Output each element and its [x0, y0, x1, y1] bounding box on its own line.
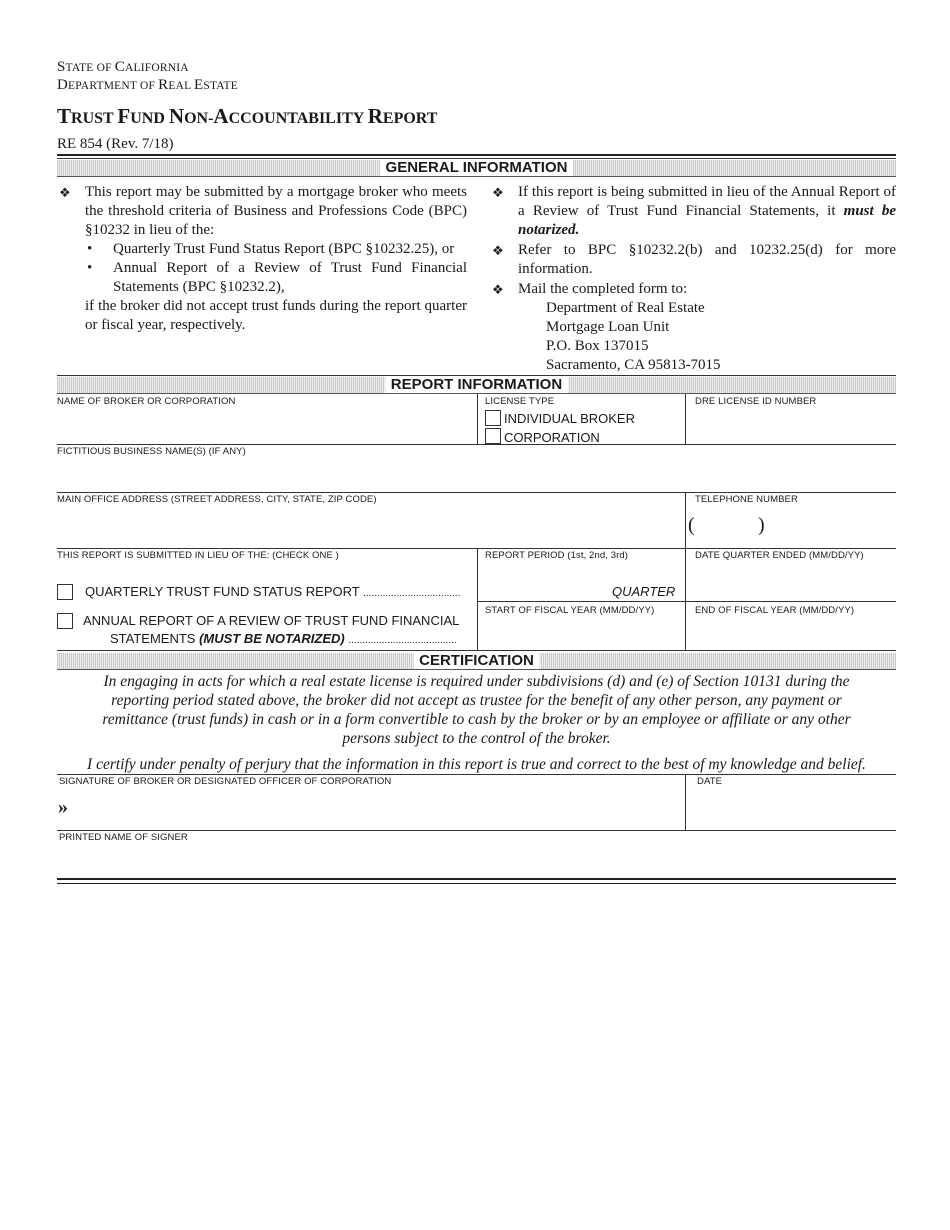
- general-right-bullet-2: ❖ Refer to BPC §10232.2(b) and 10232.25(d) for more information.: [492, 242, 896, 277]
- general-information-heading: GENERAL INFORMATION: [380, 159, 574, 176]
- report-information-heading: REPORT INFORMATION: [385, 376, 568, 393]
- certify-statement: I certify under penalty of perjury that the information in this report is true and correct to the best of my knowledge and belief.: [87, 756, 866, 773]
- mailing-address: [490, 299, 896, 375]
- diamond-bullet-icon: ❖: [492, 185, 504, 200]
- form-number: RE 854 (Rev. 7/18): [57, 136, 174, 152]
- sub-bullet-icon: •: [87, 241, 93, 257]
- bottom-rule-thin: [57, 883, 896, 884]
- certification-paragraph: [57, 672, 896, 748]
- annual-report-checkbox[interactable]: [57, 613, 73, 629]
- divider: [477, 548, 478, 650]
- signature-arrow-icon: »: [58, 796, 68, 818]
- date-quarter-ended-field[interactable]: [695, 562, 895, 598]
- certification-line: persons subject to the control of the broker.: [342, 730, 611, 747]
- individual-broker-checkbox[interactable]: [485, 410, 501, 426]
- divider: [477, 394, 478, 445]
- row-rule: [57, 830, 896, 831]
- address-line: P.O. Box 137015: [546, 338, 649, 354]
- certification-line: reporting period stated above, the broker did not accept as trustee for the benefit of any other person, any payment or: [111, 692, 842, 709]
- phone-close-paren: ): [758, 514, 765, 536]
- annual-report-option-line-1: ANNUAL REPORT OF A REVIEW OF TRUST FUND FINANCIAL: [83, 613, 460, 628]
- general-info-left: [57, 183, 467, 335]
- general-sub-2: • Annual Report of a Review of Trust Fund Financial Statements (BPC §10232.2),: [87, 260, 467, 295]
- general-sub-1: • Quarterly Trust Fund Status Report (BPC §10232.25), or: [87, 241, 455, 257]
- telephone-label: TELEPHONE NUMBER: [695, 494, 798, 505]
- annual-report-option-line-2: STATEMENTS (MUST BE NOTARIZED) .......................................: [110, 631, 457, 646]
- address-line: Mortgage Loan Unit: [546, 319, 670, 335]
- telephone-field[interactable]: [700, 512, 890, 542]
- date-label: DATE: [697, 776, 723, 787]
- general-bullet-1-text: This report may be submitted by a mortgage broker who meets the threshold criteria of Business and Professions Code (BPC) §10232 in lieu of the:: [85, 184, 467, 238]
- main-office-address-label: MAIN OFFICE ADDRESS (STREET ADDRESS, CITY, STATE, ZIP CODE): [57, 494, 377, 505]
- signature-label: SIGNATURE OF BROKER OR DESIGNATED OFFICER OF CORPORATION: [59, 776, 392, 787]
- fictitious-name-field[interactable]: [57, 458, 895, 492]
- diamond-bullet-icon: ❖: [492, 243, 504, 258]
- address-line: Sacramento, CA 95813-7015: [546, 357, 721, 373]
- signature-field[interactable]: [80, 790, 680, 828]
- certification-band: [57, 653, 896, 670]
- diamond-bullet-icon: ❖: [492, 282, 504, 297]
- row-rule: [57, 492, 896, 493]
- report-period-field[interactable]: [485, 562, 615, 598]
- fiscal-year-end-field[interactable]: [695, 617, 895, 649]
- corporation-label: CORPORATION: [504, 430, 600, 445]
- broker-name-field[interactable]: [57, 408, 475, 444]
- fiscal-year-end-label: END OF FISCAL YEAR (MM/DD/YY): [695, 605, 855, 616]
- quarter-label: QUARTER: [612, 584, 676, 599]
- row-rule: [477, 601, 896, 602]
- general-left-tail: if the broker did not accept trust funds during the report quarter or fiscal year, respectively.: [85, 298, 467, 333]
- row-rule: [57, 650, 896, 651]
- fiscal-year-start-field[interactable]: [485, 617, 680, 649]
- date-quarter-ended-label: DATE QUARTER ENDED (MM/DD/YY): [695, 550, 864, 561]
- bottom-rule: [57, 878, 896, 880]
- certification-line: remittance (trust funds) in cash or in a form convertible to cash by the broker or by an employee or affiliate or any other: [102, 711, 851, 728]
- printed-name-field[interactable]: [59, 845, 895, 875]
- certification-line: In engaging in acts for which a real estate license is required under subdivisions (d) and (e) of Section 10131 during the: [103, 673, 850, 690]
- broker-name-label: NAME OF BROKER OR CORPORATION: [57, 396, 236, 407]
- date-field[interactable]: [697, 790, 895, 828]
- printed-name-label: PRINTED NAME OF SIGNER: [59, 832, 188, 843]
- general-right-bullet-3: ❖ Mail the completed form to:: [492, 281, 688, 297]
- divider: [685, 492, 686, 549]
- fiscal-year-start-label: START OF FISCAL YEAR (MM/DD/YY): [485, 605, 655, 616]
- form-title: TRUST FUND NON-ACCOUNTABILITY REPORT: [57, 104, 438, 128]
- row-rule: [57, 444, 896, 445]
- dre-license-field[interactable]: [695, 408, 895, 444]
- dre-license-label: DRE LICENSE ID NUMBER: [695, 396, 817, 407]
- lieu-of-label: THIS REPORT IS SUBMITTED IN LIEU OF THE: (CHECK ONE ): [57, 550, 339, 561]
- general-right-bullet-1: ❖ If this report is being submitted in lieu of the Annual Report of a Review of Trust Fund Financial Statements, it must be notarized.: [492, 184, 896, 238]
- sub-bullet-icon: •: [87, 260, 93, 276]
- certification-heading: CERTIFICATION: [413, 652, 540, 669]
- divider: [685, 774, 686, 831]
- department-heading: DEPARTMENT OF REAL ESTATE: [57, 77, 238, 93]
- main-office-address-field[interactable]: [57, 506, 683, 548]
- address-line: Department of Real Estate: [546, 300, 705, 316]
- general-bullet-1: [57, 183, 467, 240]
- quarterly-report-option: QUARTERLY TRUST FUND STATUS REPORT ...................................: [85, 584, 461, 599]
- license-type-label: LICENSE TYPE: [485, 396, 555, 407]
- quarterly-report-checkbox[interactable]: [57, 584, 73, 600]
- state-heading: STATE OF CALIFORNIA: [57, 59, 189, 75]
- must-be-notarized-emphasis: must be notarized.: [518, 203, 896, 238]
- report-period-label: REPORT PERIOD (1st, 2nd, 3rd): [485, 550, 628, 561]
- divider: [685, 394, 686, 445]
- diamond-bullet-icon: ❖: [59, 185, 71, 200]
- top-rule: [57, 154, 896, 156]
- row-rule: [57, 774, 896, 775]
- phone-open-paren: (: [688, 514, 695, 536]
- general-info-right: [490, 183, 896, 375]
- corporation-checkbox[interactable]: [485, 428, 501, 444]
- fictitious-name-label: FICTITIOUS BUSINESS NAME(S) (IF ANY): [57, 446, 246, 457]
- divider: [685, 548, 686, 650]
- general-information-band: [57, 160, 896, 177]
- report-information-band: [57, 377, 896, 394]
- individual-broker-label: INDIVIDUAL BROKER: [504, 411, 635, 426]
- must-be-notarized-label: (MUST BE NOTARIZED): [199, 631, 345, 646]
